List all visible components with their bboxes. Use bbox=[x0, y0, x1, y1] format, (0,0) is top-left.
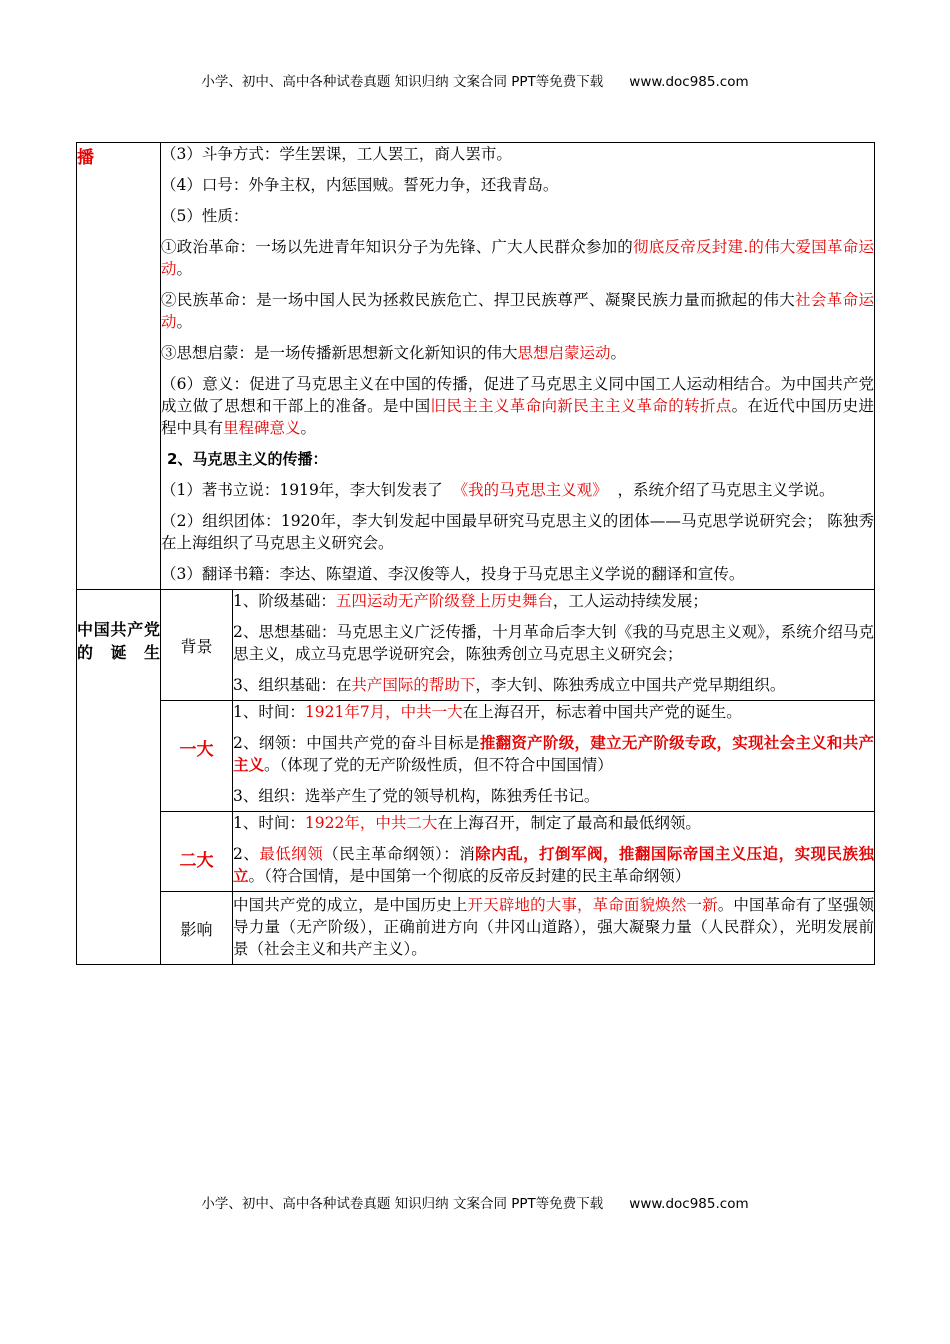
header-site: www.doc985.com bbox=[629, 74, 749, 90]
section-label-cpc-founding: 中国共产党的诞生 bbox=[77, 590, 161, 965]
para-political: ①政治革命：一场以先进青年知识分子为先锋、广大人民群众参加的彻底反帝反封建.的伟大爱国革命运动。 bbox=[161, 238, 874, 278]
sub-label-second-congress: 二大 bbox=[161, 812, 233, 892]
section-row-spread bbox=[77, 143, 875, 590]
subheading-marxism: 2、马克思主义的传播： bbox=[167, 450, 328, 468]
para-organizational-basis: 3、组织基础：在共产国际的帮助下，李大钊、陈独秀成立中国共产党早期组织。 bbox=[233, 676, 786, 694]
para-nature: （5）性质： bbox=[161, 207, 249, 225]
row-second-congress bbox=[77, 812, 875, 892]
para-first-time: 1、时间：1921年7月，中共一大在上海召开，标志着中国共产党的诞生。 bbox=[233, 703, 742, 721]
sub-label-first-congress: 一大 bbox=[161, 701, 233, 812]
sub-label-influence: 影响 bbox=[161, 892, 233, 965]
para-national: ②民族革命：是一场中国人民为拯救民族危亡、捍卫民族尊严、凝聚民族力量而掀起的伟大社会革命运动。 bbox=[161, 291, 874, 331]
content-influence bbox=[233, 892, 875, 965]
content-first-congress bbox=[233, 701, 875, 812]
content-background bbox=[233, 590, 875, 701]
para-second-program: 2、最低纲领（民主革命纲领）：消除内乱，打倒军阀，推翻国际帝国主义压迫，实现民族独立。（符合国情，是中国第一个彻底的反帝反封建的民主革命纲领） bbox=[233, 844, 874, 885]
para-enlightenment: ③思想启蒙：是一场传播新思想新文化新知识的伟大思想启蒙运动。 bbox=[161, 344, 627, 362]
para-first-organization: 3、组织：选举产生了党的领导机构，陈独秀任书记。 bbox=[233, 787, 600, 805]
section-content-spread bbox=[161, 143, 875, 590]
content-table bbox=[76, 142, 875, 965]
para-significance: （6）意义：促进了马克思主义在中国的传播，促进了马克思主义同中国工人运动相结合。为中国共产党成立做了思想和干部上的准备。是中国旧民主主义革命向新民主主义革命的转折点。在近代中国历史进程中具有里程碑意义。 bbox=[161, 375, 874, 437]
row-influence bbox=[77, 892, 875, 965]
page-footer bbox=[0, 1192, 950, 1212]
row-background bbox=[77, 590, 875, 701]
section-label-spread: 播 bbox=[77, 143, 161, 590]
para-slogan: （4）口号：外争主权，内惩国贼。誓死力争，还我青岛。 bbox=[161, 176, 559, 194]
para-ideological-basis: 2、思想基础：马克思主义广泛传播，十月革命后李大钊《我的马克思主义观》，系统介绍马克思主义，成立马克思学说研究会，陈独秀创立马克思主义研究会； bbox=[233, 623, 874, 663]
header-text: 小学、初中、高中各种试卷真题 知识归纳 文案合同 PPT等免费下载 bbox=[201, 74, 604, 90]
para-second-time: 1、时间：1922年，中共二大在上海召开，制定了最高和最低纲领。 bbox=[233, 814, 701, 832]
sub-label-background: 背景 bbox=[161, 590, 233, 701]
footer-site: www.doc985.com bbox=[629, 1196, 749, 1212]
page-header bbox=[0, 70, 950, 90]
para-organization: （2）组织团体：1920年，李大钊发起中国最早研究马克思主义的团体——马克思学说研究会； 陈独秀 在上海组织了马克思主义研究会。 bbox=[161, 512, 874, 552]
para-struggle-method: （3）斗争方式：学生罢课，工人罢工，商人罢市。 bbox=[161, 145, 512, 163]
para-first-program: 2、纲领：中国共产党的奋斗目标是推翻资产阶级，建立无产阶级专政，实现社会主义和共产主义。（体现了党的无产阶级性质，但不符合中国国情） bbox=[233, 733, 874, 774]
para-translation: （3）翻译书籍：李达、陈望道、李汉俊等人，投身于马克思主义学说的翻译和宣传。 bbox=[161, 565, 745, 583]
content-second-congress bbox=[233, 812, 875, 892]
para-class-basis: 1、阶级基础：五四运动无产阶级登上历史舞台，工人运动持续发展； bbox=[233, 592, 708, 610]
para-influence: 中国共产党的成立，是中国历史上开天辟地的大事，革命面貌焕然一新。中国革命有了坚强领导力量（无产阶级），正确前进方向（井冈山道路），强大凝聚力量（人民群众），光明发展前景（社会主义和共产主义）。 bbox=[233, 896, 874, 958]
row-first-congress bbox=[77, 701, 875, 812]
footer-text: 小学、初中、高中各种试卷真题 知识归纳 文案合同 PPT等免费下载 bbox=[201, 1196, 604, 1212]
para-writing: （1）著书立说：1919年，李大钊发表了 《我的马克思主义观》 ，系统介绍了马克思主义学说。 bbox=[161, 481, 835, 499]
